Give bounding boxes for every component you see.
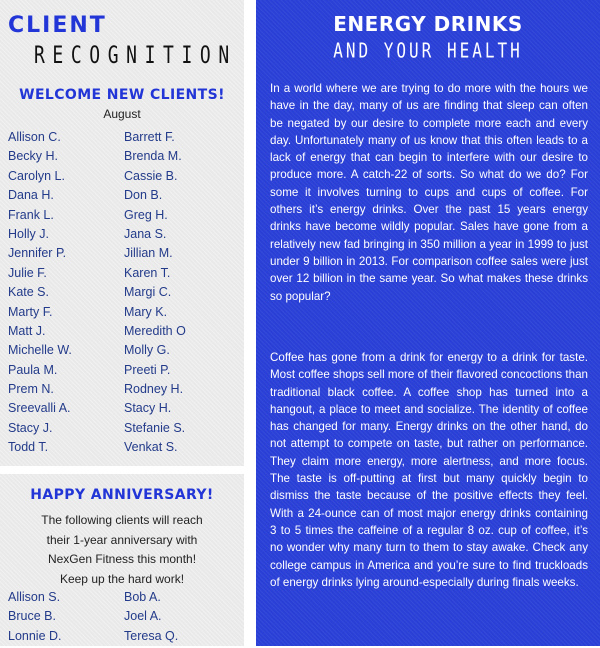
- client-name: Michelle W.: [8, 343, 72, 358]
- client-name: Brenda M.: [124, 149, 182, 164]
- client-name: Jana S.: [124, 226, 167, 241]
- client-name: Joel A.: [124, 609, 162, 624]
- client-title: CLIENT: [8, 13, 107, 38]
- anniversary-text-line: Keep up the hard work!: [59, 571, 185, 586]
- name-row: [0, 266, 244, 285]
- article-subtitle: AND YOUR HEALTH: [333, 38, 523, 63]
- client-name: Lonnie D.: [8, 628, 62, 643]
- client-name: Becky H.: [8, 149, 59, 164]
- client-name: Greg H.: [124, 207, 168, 222]
- name-row: [0, 324, 244, 343]
- client-name: Allison C.: [8, 130, 61, 144]
- client-name: Todd T.: [8, 440, 49, 455]
- client-name: Carolyn L.: [8, 168, 65, 183]
- anniversary-names-list: [0, 590, 244, 648]
- client-name: Stacy J.: [8, 420, 53, 435]
- client-name: Mary K.: [124, 304, 168, 319]
- client-name: Allison S.: [8, 590, 61, 604]
- client-name: Stefanie S.: [124, 420, 186, 435]
- name-row: [0, 130, 244, 149]
- client-name: Kate S.: [8, 285, 49, 300]
- client-name: Karen T.: [124, 265, 171, 280]
- anniversary-heading: HAPPY ANNIVERSARY!: [30, 487, 214, 503]
- client-name: Marty F.: [8, 304, 53, 319]
- anniversary-text: [0, 511, 244, 589]
- welcome-heading: WELCOME NEW CLIENTS!: [19, 87, 225, 103]
- name-row: [0, 401, 244, 420]
- name-row: [0, 285, 244, 304]
- name-row: [0, 305, 244, 324]
- client-recognition-panel: [0, 0, 244, 646]
- article-paragraph-1: In a world where we are trying to do more with the hours we have in the day, many of us are finding that sleep can often be negated by our desire to complete more each and every day. Unfortunately many of us know that this often leads to a lack of energy that can begin to interfere with our desire to produce more. A catch-22 of sorts. So what do we do? For some it involves turning to cups and cups of coffee. For others it’s energy drinks. Over the past 15 years energy drinks have become wildly popular. Sales have gone from a relatively new fad bringing in 350 million a year in 1999 to just under 9 billion in 2013. For comparison coffee sales were just over 12 billion in the same year. So what makes these drinks so popular?: [270, 82, 588, 303]
- name-row: [0, 169, 244, 188]
- client-name: Margi C.: [124, 285, 172, 300]
- name-row: [0, 149, 244, 168]
- client-name: Matt J.: [8, 323, 46, 338]
- anniversary-text-line: their 1-year anniversary with: [46, 532, 198, 547]
- welcome-names-list: [0, 130, 244, 460]
- name-row: [0, 421, 244, 440]
- client-name: Paula M.: [8, 362, 58, 377]
- energy-drinks-article: [256, 0, 600, 646]
- name-row: [0, 590, 244, 609]
- client-name: Dana H.: [8, 188, 54, 203]
- name-row: [0, 363, 244, 382]
- client-name: Sreevalli A.: [8, 401, 71, 416]
- client-name: Meredith O: [124, 323, 186, 338]
- client-name: Holly J.: [8, 226, 49, 241]
- client-name: Preeti P.: [124, 362, 171, 377]
- anniversary-text-line: NexGen Fitness this month!: [47, 552, 197, 566]
- client-name: Cassie B.: [124, 168, 178, 183]
- client-name: Barrett F.: [124, 130, 175, 144]
- article-paragraph-2: Coffee has gone from a drink for energy to a drink for taste. Most coffee shops sell more of their flavored concoctions than traditional black coffee. A coffee shop has turned into a hangout, a place to meet and socialize. The identity of coffee has changed for many. Energy drinks on the other hand, do not attempt to compete on taste, but rather on performance. They claim more energy, more alertness, and more focus. The taste is off-putting at first but many quickly begin to dismiss the taste because of the positive effects they feel. With a 24-ounce can of most major energy drinks containing 3 to 5 times the caffeine of a regular 8 oz. cup of coffee, it’s no wonder why many turn to them to stay awake. Check any college campus in America and you’re sure to find truckloads of energy drinks lying around-especially during finals weeks.: [270, 351, 588, 589]
- name-row: [0, 382, 244, 401]
- name-row: [0, 440, 244, 459]
- name-row: [0, 343, 244, 362]
- client-name: Bob A.: [124, 590, 161, 604]
- name-row: [0, 629, 244, 648]
- name-row: [0, 227, 244, 246]
- article-title: ENERGY DRINKS: [333, 12, 523, 36]
- anniversary-text-line: The following clients will reach: [41, 513, 203, 527]
- client-name: Stacy H.: [124, 401, 172, 416]
- section-divider: [0, 466, 244, 474]
- client-name: Prem N.: [8, 382, 54, 397]
- client-name: Molly G.: [124, 343, 170, 358]
- client-name: Jillian M.: [124, 246, 173, 261]
- name-row: [0, 246, 244, 265]
- client-name: Julie F.: [8, 265, 47, 280]
- name-row: [0, 609, 244, 628]
- name-row: [0, 208, 244, 227]
- client-name: Bruce B.: [8, 609, 56, 624]
- client-name: Don B.: [124, 188, 163, 203]
- client-name: Frank L.: [8, 207, 54, 222]
- recognition-title: RECOGNITION: [34, 41, 237, 70]
- welcome-month: August: [103, 107, 141, 121]
- client-name: Venkat S.: [124, 440, 178, 455]
- client-name: Jennifer P.: [8, 246, 67, 261]
- name-row: [0, 188, 244, 207]
- client-name: Teresa Q.: [124, 628, 179, 643]
- client-name: Rodney H.: [124, 382, 184, 397]
